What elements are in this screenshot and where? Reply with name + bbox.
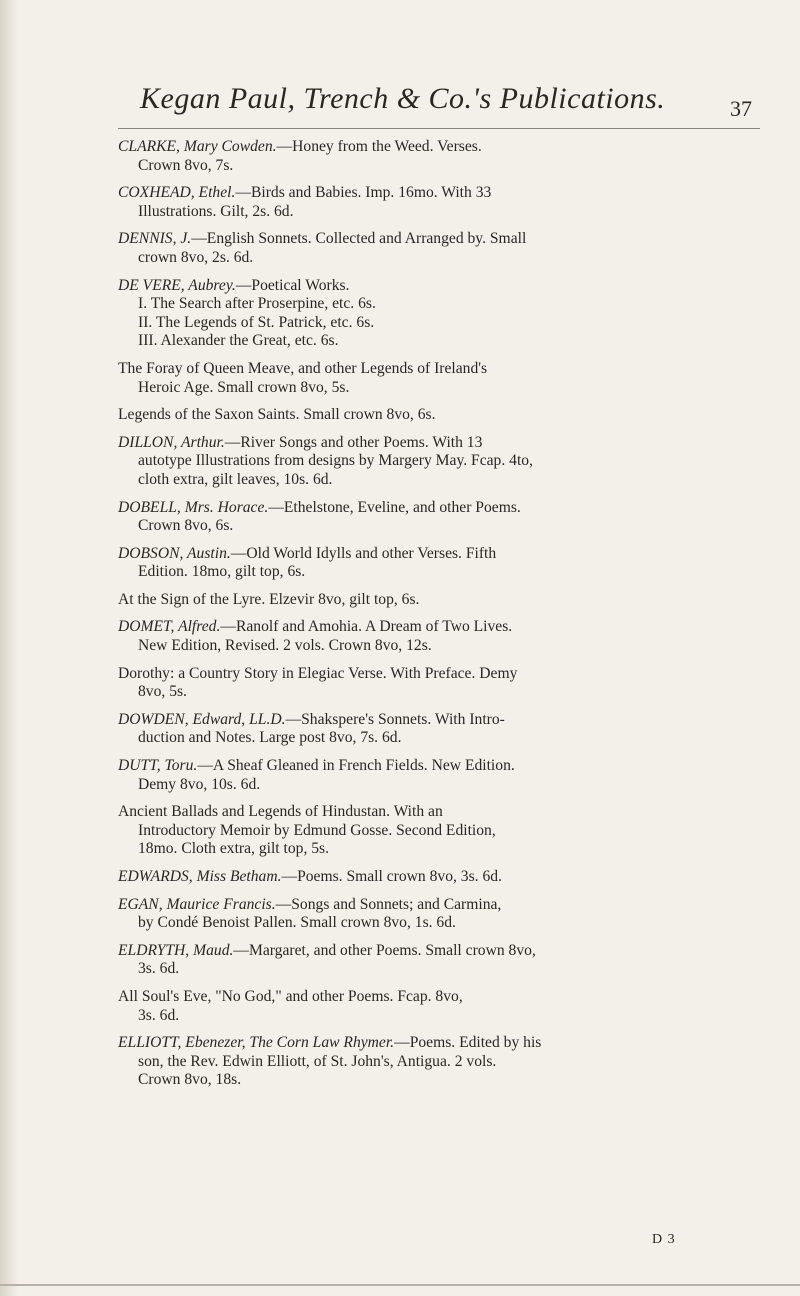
entry-author: EGAN, Maurice Francis. [118, 895, 276, 913]
catalogue-entry [118, 803, 760, 859]
entry-line [118, 683, 760, 702]
entry-line [118, 776, 760, 795]
entry-text: Heroic Age. Small crown 8vo, 5s. [138, 378, 350, 396]
catalogue-entry [118, 591, 760, 610]
entry-text: —Poetical Works. [235, 276, 350, 294]
entry-line [118, 379, 760, 398]
entry-line [118, 942, 760, 961]
catalogue-entry [118, 665, 760, 702]
running-header: Kegan Paul, Trench & Co.'s Publications. [140, 82, 666, 115]
entry-text: cloth extra, gilt leaves, 10s. 6d. [138, 470, 333, 488]
entry-author: DOBELL, Mrs. Horace. [118, 498, 269, 516]
entry-text: Dorothy: a Country Story in Elegiac Verse. With Preface. Demy [118, 664, 518, 682]
entry-line [118, 1053, 760, 1072]
entry-author: ELLIOTT, Ebenezer, The Corn Law Rhymer. [118, 1034, 395, 1052]
entry-text: Crown 8vo, 18s. [138, 1071, 242, 1089]
catalogue-entry [118, 942, 760, 979]
catalogue-entry [118, 757, 760, 794]
entry-text: Edition. 18mo, gilt top, 6s. [138, 563, 306, 581]
entry-line [118, 184, 760, 203]
entry-author: EDWARDS, Miss Betham. [118, 868, 282, 885]
entry-line [118, 729, 760, 748]
entry-line [118, 711, 760, 730]
entry-line [118, 295, 760, 314]
entry-text: —Old World Idylls and other Verses. Fifth [230, 544, 497, 562]
entry-text: son, the Rev. Edwin Elliott, of St. John's, Antigua. 2 vols. [138, 1052, 497, 1070]
entry-text: The Foray of Queen Meave, and other Legends of Ireland's [118, 359, 488, 377]
entry-text: —Ethelstone, Eveline, and other Poems. [268, 498, 521, 516]
entry-text: —River Songs and other Poems. With 13 [224, 433, 483, 451]
entry-line [118, 499, 760, 518]
entry-text: 18mo. Cloth extra, gilt top, 5s. [138, 840, 330, 858]
entry-text: 8vo, 5s. [138, 683, 187, 701]
entry-text: —Shakspere's Sonnets. With Intro- [285, 710, 505, 728]
entry-text: At the Sign of the Lyre. Elzevir 8vo, gilt top, 6s. [118, 590, 420, 608]
entry-line [118, 332, 760, 351]
entry-line [118, 545, 760, 564]
entry-author: DOWDEN, Edward, LL.D. [118, 710, 286, 728]
entry-line [118, 360, 760, 379]
entry-text: 3s. 6d. [138, 1006, 180, 1024]
entry-text: 3s. 6d. [138, 960, 180, 978]
entry-line [118, 314, 760, 333]
page-gutter-shadow [0, 0, 18, 1296]
entry-line [118, 563, 760, 582]
catalogue-entry [118, 360, 760, 397]
header-rule [118, 128, 760, 129]
entry-text: —Ranolf and Amohia. A Dream of Two Lives. [220, 618, 513, 636]
entry-text: —Margaret, and other Poems. Small crown 8vo, [233, 941, 536, 959]
entry-line [118, 988, 760, 1007]
entry-line [118, 277, 760, 296]
entry-text: All Soul's Eve, "No God," and other Poems. Fcap. 8vo, [118, 987, 463, 1005]
page-number: 37 [730, 96, 752, 121]
entry-author: DE VERE, Aubrey. [118, 276, 236, 294]
catalogue-entry [118, 1034, 760, 1090]
catalogue-entry [118, 138, 760, 175]
entry-text: —English Sonnets. Collected and Arranged by. Small [191, 230, 527, 248]
entry-line [118, 591, 760, 610]
entry-text: Illustrations. Gilt, 2s. 6d. [138, 202, 294, 220]
entry-line [118, 434, 760, 453]
catalogue-entry [118, 618, 760, 655]
catalogue-entry [118, 277, 760, 351]
entry-text: —Birds and Babies. Imp. 16mo. With 33 [235, 184, 492, 202]
catalogue-entry [118, 896, 760, 933]
entry-author: DENNIS, J. [118, 230, 192, 248]
catalogue-entry [118, 499, 760, 536]
entry-text: —Poems. Small crown 8vo, 3s. 6d. [281, 868, 502, 885]
entry-text: autotype Illustrations from designs by Margery May. Fcap. 4to, [138, 452, 533, 470]
catalogue-entry [118, 184, 760, 221]
entry-text: duction and Notes. Large post 8vo, 7s. 6d. [138, 729, 402, 747]
entry-line [118, 157, 760, 176]
entry-line [118, 896, 760, 915]
signature-mark: D 3 [652, 1232, 676, 1247]
entry-line [118, 757, 760, 776]
entry-author: DOBSON, Austin. [118, 544, 231, 562]
entry-author: COXHEAD, Ethel. [118, 184, 236, 202]
entry-author: DILLON, Arthur. [118, 433, 225, 451]
entry-text: New Edition, Revised. 2 vols. Crown 8vo, 12s. [138, 637, 432, 655]
catalogue-entry [118, 868, 760, 887]
entry-author: CLARKE, Mary Cowden. [118, 138, 277, 155]
entry-line [118, 637, 760, 656]
entry-line [118, 249, 760, 268]
entry-text: III. Alexander the Great, etc. 6s. [138, 332, 339, 350]
entry-text: —Poems. Edited by his [394, 1034, 542, 1052]
entry-text: —Songs and Sonnets; and Carmina, [275, 895, 502, 913]
entry-text: crown 8vo, 2s. 6d. [138, 248, 254, 266]
entry-text: Crown 8vo, 6s. [138, 517, 234, 535]
entry-line [118, 230, 760, 249]
entry-line [118, 1007, 760, 1026]
entry-line [118, 840, 760, 859]
entry-line [118, 1034, 760, 1053]
catalogue-entry [118, 711, 760, 748]
entry-line [118, 138, 760, 157]
entry-text: Crown 8vo, 7s. [138, 156, 234, 174]
catalogue-entry [118, 434, 760, 490]
entry-line [118, 960, 760, 979]
page-bottom-edge [0, 1284, 800, 1286]
entry-author: DUTT, Toru. [118, 757, 198, 775]
catalogue-entries [118, 138, 760, 1099]
entry-line [118, 822, 760, 841]
entry-text: Ancient Ballads and Legends of Hindustan. With an [118, 803, 443, 821]
catalogue-entry [118, 545, 760, 582]
entry-author: ELDRYTH, Maud. [118, 941, 234, 959]
entry-author: DOMET, Alfred. [118, 618, 221, 636]
entry-line [118, 452, 760, 471]
entry-line [118, 868, 760, 887]
catalogue-entry [118, 406, 760, 425]
entry-line [118, 406, 760, 425]
catalogue-entry [118, 230, 760, 267]
entry-text: —A Sheaf Gleaned in French Fields. New Edition. [197, 757, 515, 775]
entry-text: I. The Search after Proserpine, etc. 6s. [138, 295, 376, 313]
entry-line [118, 1071, 760, 1090]
entry-line [118, 203, 760, 222]
entry-line [118, 803, 760, 822]
entry-text: Demy 8vo, 10s. 6d. [138, 775, 261, 793]
entry-text: by Condé Benoist Pallen. Small crown 8vo, 1s. 6d. [138, 914, 456, 932]
entry-line [118, 517, 760, 536]
entry-line [118, 914, 760, 933]
entry-text: Legends of the Saxon Saints. Small crown 8vo, 6s. [118, 406, 436, 424]
entry-line [118, 665, 760, 684]
entry-line [118, 471, 760, 490]
entry-line [118, 618, 760, 637]
catalogue-entry [118, 988, 760, 1025]
entry-text: —Honey from the Weed. Verses. [276, 138, 482, 155]
entry-text: II. The Legends of St. Patrick, etc. 6s. [138, 313, 375, 331]
entry-text: Introductory Memoir by Edmund Gosse. Second Edition, [138, 821, 496, 839]
